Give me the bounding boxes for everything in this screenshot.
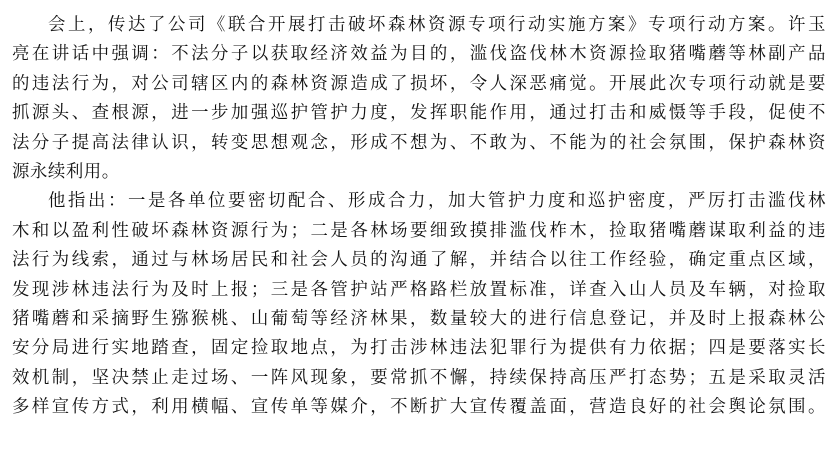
text-line: 的违法行为，对公司辖区内的森林资源造成了损坏，令人深恶痛觉。开展此次专项行动就是要 [12, 73, 826, 94]
text-line: 源永续利用。 [12, 161, 120, 182]
text-line: 会上，传达了公司《联合开展打击破坏森林资源专项行动实施方案》专项行动方案。许玉 [48, 15, 826, 35]
paragraph-2 [12, 187, 840, 422]
text-line: 法行为线索，通过与林场居民和社会人员的沟通了解，并结合以往工作经验，确定重点区域， [12, 250, 826, 271]
text-line: 安分局进行实地踏查，固定捡取地点，为打击涉林违法犯罪行为提供有力依据；四是要落实长 [12, 338, 826, 359]
text-line: 效机制，坚决禁止走过场、一阵风现象，要常抓不懈，持续保持高压严打态势；五是采取灵活 [12, 367, 826, 388]
text-line: 他指出：一是各单位要密切配合、形成合力，加大管护力度和巡护密度，严厉打击滥伐林 [48, 191, 826, 212]
text-line: 抓源头、查根源，进一步加强巡护管护力度，发挥职能作用，通过打击和威慑等手段，促使不 [12, 103, 826, 124]
text-line: 木和以盈利性破坏森林资源行为；二是各林场要细致摸排滥伐柞木，捡取猪嘴蘑谋取利益的违 [12, 220, 826, 241]
text-line: 亮在讲话中强调：不法分子以获取经济效益为目的，滥伐盗伐林木资源捡取猪嘴蘑等林副产品 [12, 44, 826, 65]
text-line: 多样宣传方式，利用横幅、宣传单等媒介，不断扩大宣传覆盖面，营造良好的社会舆论氛围。 [12, 397, 826, 418]
text-line: 法分子提高法律认识，转变思想观念，形成不想为、不敢为、不能为的社会氛围，保护森林资 [12, 132, 826, 153]
text-line: 发现涉林违法行为及时上报；三是各管护站严格路栏放置标准，详查入山人员及车辆，对捡取 [12, 279, 826, 300]
text-line: 猪嘴蘑和采摘野生猕猴桃、山葡萄等经济林果，数量较大的进行信息登记，并及时上报森林公 [12, 308, 826, 329]
paragraph-1 [12, 11, 840, 187]
